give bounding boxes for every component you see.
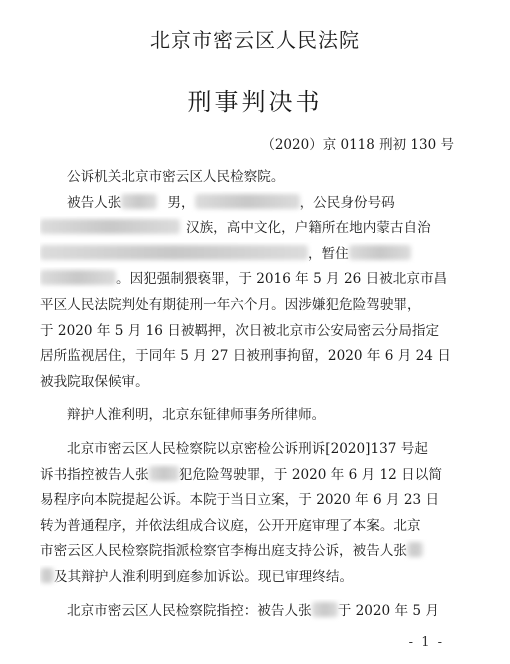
defendant-record-cont: 平区人民法院判处有期徒刑一年六个月。因涉嫌犯危险驾驶罪， bbox=[40, 296, 421, 313]
residence-label: ，暂住 bbox=[308, 245, 349, 262]
redacted-birthdate bbox=[195, 194, 300, 209]
indictment-defendant-label: 诉书指控被告人张 bbox=[40, 466, 149, 483]
defender-line bbox=[40, 403, 480, 429]
indictment-charge: 犯危险驾驶罪，于 2020 年 6 月 12 日以简 bbox=[178, 466, 442, 483]
defendant-record: 。因犯强制猥亵罪，于 2016 年 5 月 26 日被北京市昌 bbox=[116, 271, 448, 288]
defendant-line-4 bbox=[40, 267, 480, 293]
judgment-body bbox=[40, 165, 480, 624]
charge-date: 于 2020 年 5 月 bbox=[337, 602, 439, 619]
defendant-line-3 bbox=[40, 242, 480, 268]
procedure-line-4 bbox=[40, 514, 480, 540]
prosecutor-appearance: 市密云区人民检察院指派检察官李梅出庭支持公诉，被告人张 bbox=[40, 543, 408, 560]
id-number-label: ，公民身份号码 bbox=[299, 194, 395, 211]
procedure-text-cont: 转为普通程序，并依法组成合议庭，公开开庭审理了本案。北京 bbox=[40, 517, 421, 534]
charge-text: 北京市密云区人民检察院指控：被告人张 bbox=[67, 602, 312, 619]
redacted-name bbox=[149, 466, 179, 481]
redacted-residence bbox=[349, 245, 411, 260]
redacted-residence-cont bbox=[40, 270, 116, 285]
defender-text: 辩护人淮利明，北京东钲律师事务所律师。 bbox=[67, 407, 326, 424]
detention-text: 于 2020 年 5 月 16 日被羁押，次日被北京市公安局密云分局指定 bbox=[40, 322, 440, 339]
redacted-id-number bbox=[40, 219, 180, 234]
defendant-line-6 bbox=[40, 319, 480, 345]
defendant-line-7 bbox=[40, 344, 480, 370]
defendant-line-2 bbox=[40, 216, 480, 242]
redacted-name bbox=[407, 542, 423, 557]
defendant-line-1 bbox=[40, 191, 480, 217]
bail-text: 被我院取保候审。 bbox=[40, 373, 149, 390]
defendant-line-8 bbox=[40, 370, 480, 396]
redacted-name-cont bbox=[40, 568, 54, 583]
prosecutor-text: 公诉机关北京市密云区人民检察院。 bbox=[67, 169, 285, 185]
document-title: 刑事判决书 bbox=[187, 88, 323, 116]
court-name: 北京市密云区人民法院 bbox=[150, 28, 360, 52]
trial-concluded-text: 及其辩护人淮利明到庭参加诉讼。现已审理终结。 bbox=[54, 568, 354, 585]
prosecutor-line bbox=[40, 165, 480, 191]
defendant-gender: 男， bbox=[167, 194, 195, 211]
charge-line bbox=[40, 599, 480, 625]
procedure-line-3 bbox=[40, 488, 480, 514]
defendant-label: 被告人张 bbox=[67, 194, 122, 211]
indictment-text: 北京市密云区人民检察院以京密检公诉刑诉[2020]137 号起 bbox=[67, 440, 428, 457]
procedure-text: 易程序向本院提起公诉。本院于当日立案，于 2020 年 6 月 23 日 bbox=[40, 492, 440, 509]
procedure-line-2 bbox=[40, 463, 480, 489]
defendant-line-5 bbox=[40, 293, 480, 319]
detention-text-cont: 居所监视居住，于同年 5 月 27 日被刑事拘留，2020 年 6 月 24 日 bbox=[40, 348, 451, 365]
redacted-name bbox=[312, 602, 338, 617]
procedure-line-6 bbox=[40, 565, 480, 591]
procedure-line-1 bbox=[40, 437, 480, 463]
defendant-ethnicity-edu: 汉族，高中文化，户籍所在地内蒙古自治 bbox=[186, 220, 431, 237]
redacted-address bbox=[40, 245, 308, 260]
redacted-name bbox=[121, 194, 157, 209]
case-number: （2020）京 0118 刑初 130 号 bbox=[261, 137, 454, 153]
page-number: - 1 - bbox=[408, 635, 444, 650]
procedure-line-5 bbox=[40, 539, 480, 565]
